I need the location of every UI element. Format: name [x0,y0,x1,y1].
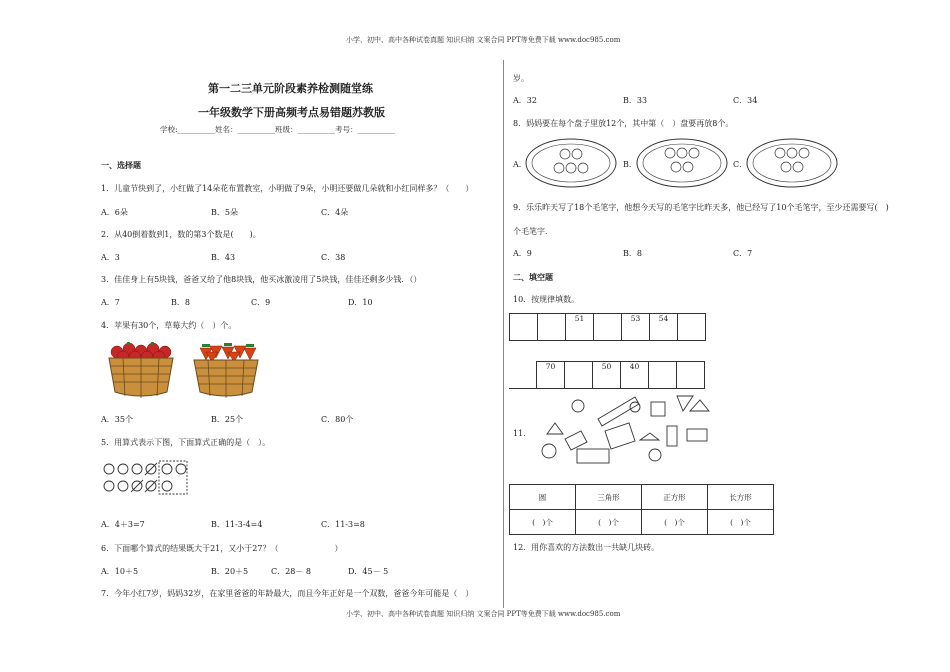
q11-count-table [509,484,774,535]
title-grade: 一年级数学下册高频考点易错题苏教版 [198,106,385,119]
q6-option-b[interactable]: B．20＋5 [211,567,249,576]
q11-label: 11． [513,429,532,438]
q1-option-a[interactable]: A．6朵 [101,208,128,217]
circles-figure [101,460,191,496]
q4-option-c[interactable]: C．80个 [321,415,354,424]
q7-text: 7．今年小红7岁，妈妈32岁，在家里爸爸的年龄最大，而且今年正好是一个双数，爸爸今年可能是（ ） [101,589,474,598]
q6-option-d[interactable]: D．45－ 5 [348,567,389,576]
answer-triangle[interactable]: ( )个 [576,510,642,535]
column-divider [503,60,504,608]
apple-basket-image [105,338,177,398]
q8-option-a[interactable]: A． [513,160,527,169]
answer-square[interactable]: ( )个 [642,510,708,535]
answer-rectangle[interactable]: ( )个 [708,510,774,535]
grid-cell: 70 [537,362,565,389]
grid-cell: 40 [621,362,649,389]
grid-cell[interactable] [594,314,622,341]
q8-option-b[interactable]: B． [623,160,637,169]
q3-option-c[interactable]: C．9 [251,298,271,307]
answer-circle[interactable]: ( )个 [510,510,576,535]
q9-option-c[interactable]: C．7 [733,249,753,258]
q6-option-a[interactable]: A．10＋5 [101,567,139,576]
q2-text: 2．从40倒着数到1，数的第3个数是( )。 [101,230,261,239]
grid-cell: 50 [593,362,621,389]
q6-text: 6．下面哪个算式的结果既大于21，又小于27？（ ） [101,544,343,553]
q3-option-a[interactable]: A．7 [101,298,120,307]
q5-option-c[interactable]: C．11-3=8 [321,520,365,529]
q10-text: 10．按规律填数。 [513,295,580,304]
page-header: 小学、初中、高中各种试卷真题 知识归纳 文案合同 PPT等免费下载 www.doc985.com [346,36,621,44]
grid-cell[interactable] [538,314,566,341]
grid-cell: 54 [650,314,678,341]
q1-option-b[interactable]: B．5朵 [211,208,238,217]
q10-row2-grid [509,361,705,389]
section-fill: 二、填空题 [513,273,553,282]
grid-cell: 51 [566,314,594,341]
grid-cell[interactable] [510,314,538,341]
q2-option-c[interactable]: C．38 [321,253,346,262]
header-square: 正方形 [642,485,708,510]
shapes-figure [535,393,715,465]
q7-option-a[interactable]: A．32 [513,96,537,105]
q1-text: 1．儿童节快到了，小红做了14朵花布置教室，小明做了9朵，小明还要做几朵就和小红同样多？（ ） [101,184,474,193]
title-unit: 第一二三单元阶段素养检测随堂练 [208,82,373,95]
info-line: 学校:__________姓名：__________班级：__________考号：__________ [160,125,396,134]
q8-text: 8．妈妈要在每个盘子里放12个，其中第（ ）盘要再放8个。 [513,119,734,128]
section-choice: 一、选择题 [101,161,141,170]
apple-plate-b [636,138,728,188]
strawberry-basket-image [190,338,262,398]
q7-option-c[interactable]: C．34 [733,96,758,105]
grid-cell: 53 [622,314,650,341]
apple-plate-c [746,138,838,188]
q9-text: 9．乐乐昨天写了18个毛笔字，他想今天写的毛笔字比昨天多，他已经写了10个毛笔字，至少还需要写( ) [513,203,889,212]
header-rectangle: 长方形 [708,485,774,510]
q9-option-a[interactable]: A．9 [513,249,532,258]
q5-text: 5．用算式表示下图，下面算式正确的是（ ）。 [101,438,271,447]
grid-cell[interactable] [565,362,593,389]
q4-option-b[interactable]: B．25个 [211,415,244,424]
q3-text: 3．佳佳身上有5块钱，爸爸又给了他8块钱，他买冰激凌用了5块钱，佳佳还剩多少钱．（） [101,275,422,284]
q6-option-c[interactable]: C．28－ 8 [271,567,311,576]
header-circle: 圆 [510,485,576,510]
q2-option-b[interactable]: B．43 [211,253,236,262]
grid-cell[interactable] [649,362,677,389]
q3-option-d[interactable]: D．10 [348,298,373,307]
q3-option-b[interactable]: B．8 [171,298,190,307]
q9-option-b[interactable]: B．8 [623,249,642,258]
q7-continuation: 岁。 [513,74,529,83]
q5-option-b[interactable]: B．11-3-4=4 [211,520,263,529]
page-footer: 小学、初中、高中各种试卷真题 知识归纳 文案合同 PPT等免费下载 www.doc985.com [346,610,621,618]
q10-row1-grid [509,313,706,341]
q5-option-a[interactable]: A．4＋3=7 [101,520,145,529]
grid-cell[interactable] [678,314,706,341]
q1-option-c[interactable]: C．4朵 [321,208,349,217]
q8-option-c[interactable]: C． [733,160,748,169]
grid-cell[interactable] [677,362,705,389]
q4-text: 4．苹果有30个，草莓大约（ ）个。 [101,321,237,330]
q12-text: 12．用你喜欢的方法数出一共缺几块砖。 [513,543,660,552]
grid-cell[interactable] [509,362,537,389]
header-triangle: 三角形 [576,485,642,510]
q7-option-b[interactable]: B．33 [623,96,648,105]
q4-option-a[interactable]: A．35个 [101,415,133,424]
q2-option-a[interactable]: A．3 [101,253,120,262]
apple-plate-a [525,138,617,188]
q9-continuation: 个毛笔字． [513,227,553,236]
